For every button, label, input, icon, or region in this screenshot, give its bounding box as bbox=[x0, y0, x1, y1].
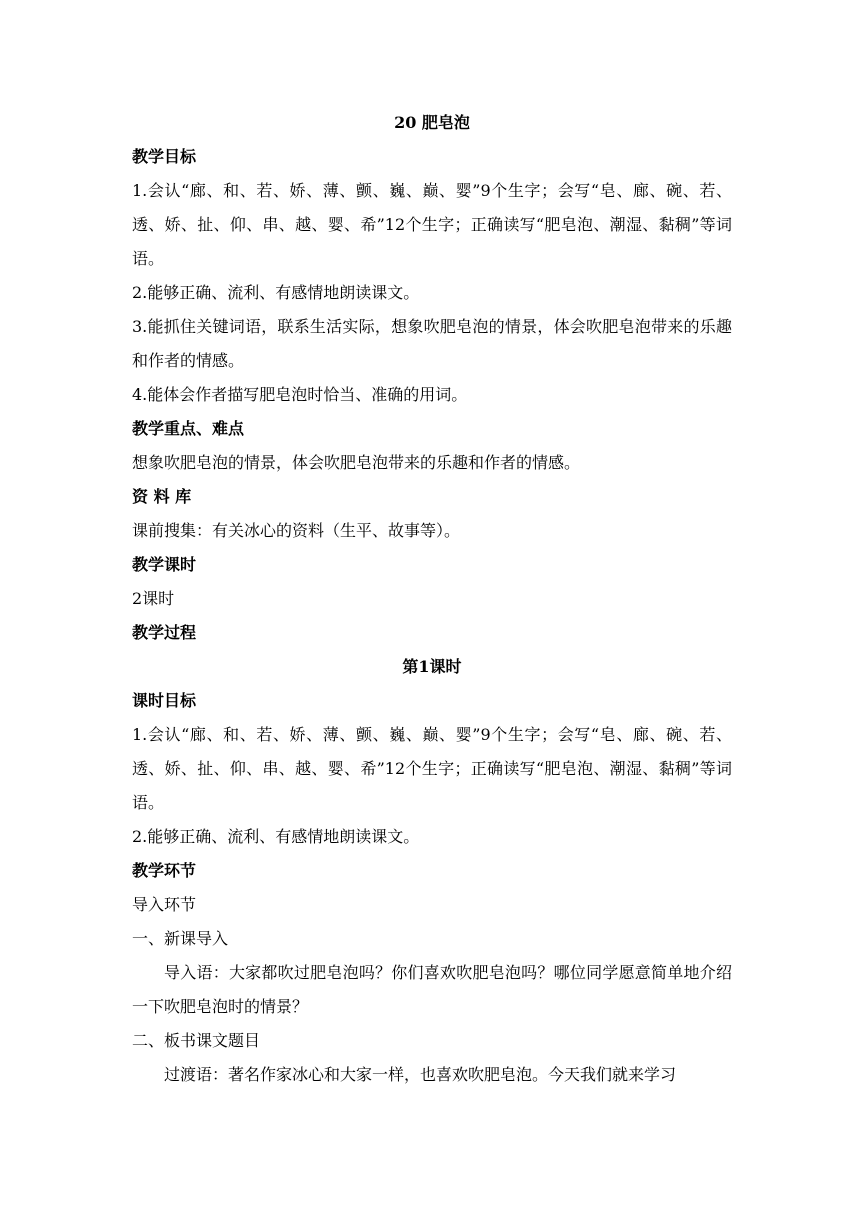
lesson-1-heading: 第1课时 bbox=[402, 657, 462, 676]
process-heading: 教学过程 bbox=[132, 623, 197, 642]
goal-4: 4.能体会作者描写肥皂泡时恰当、准确的用词。 bbox=[132, 385, 468, 404]
goal-1: 1.会认“廊、和、若、娇、薄、颤、巍、巅、婴”9个生字；会写“皂、廊、碗、若、透、娇、扯、仰、串、越、婴、希”12个生字；正确读写“肥皂泡、潮湿、黏稠”等词语。 bbox=[132, 181, 732, 268]
resources-heading: 资 料 库 bbox=[132, 487, 192, 506]
step-1-label: 一、新课导入 bbox=[132, 929, 229, 948]
key-points-heading: 教学重点、难点 bbox=[132, 419, 245, 438]
step-1-text: 导入语：大家都吹过肥皂泡吗？你们喜欢吹肥皂泡吗？哪位同学愿意简单地介绍一下吹肥皂泡时的情景？ bbox=[132, 963, 732, 1016]
goal-2: 2.能够正确、流利、有感情地朗读课文。 bbox=[132, 283, 420, 302]
lesson-title: 20 肥皂泡 bbox=[394, 113, 470, 132]
intro-label: 导入环节 bbox=[132, 895, 197, 914]
lesson-goals-heading: 课时目标 bbox=[132, 691, 197, 710]
teaching-steps-heading: 教学环节 bbox=[132, 861, 197, 880]
step-2-text: 过渡语：著名作家冰心和大家一样，也喜欢吹肥皂泡。今天我们就来学习 bbox=[164, 1065, 677, 1084]
resources-text: 课前搜集：有关冰心的资料（生平、故事等）。 bbox=[132, 521, 461, 540]
class-hours-heading: 教学课时 bbox=[132, 555, 197, 574]
lesson-goal-1: 1.会认“廊、和、若、娇、薄、颤、巍、巅、婴”9个生字；会写“皂、廊、碗、若、透、娇、扯、仰、串、越、婴、希”12个生字；正确读写“肥皂泡、潮湿、黏稠”等词语。 bbox=[132, 725, 732, 812]
document-page bbox=[132, 108, 732, 1092]
lesson-goal-2: 2.能够正确、流利、有感情地朗读课文。 bbox=[132, 827, 420, 846]
key-points-text: 想象吹肥皂泡的情景，体会吹肥皂泡带来的乐趣和作者的情感。 bbox=[132, 453, 581, 472]
goal-3: 3.能抓住关键词语，联系生活实际，想象吹肥皂泡的情景，体会吹肥皂泡带来的乐趣和作者的情感。 bbox=[132, 317, 732, 370]
step-2-label: 二、板书课文题目 bbox=[132, 1031, 261, 1050]
class-hours-text: 2课时 bbox=[132, 589, 175, 608]
goals-heading: 教学目标 bbox=[132, 147, 197, 166]
